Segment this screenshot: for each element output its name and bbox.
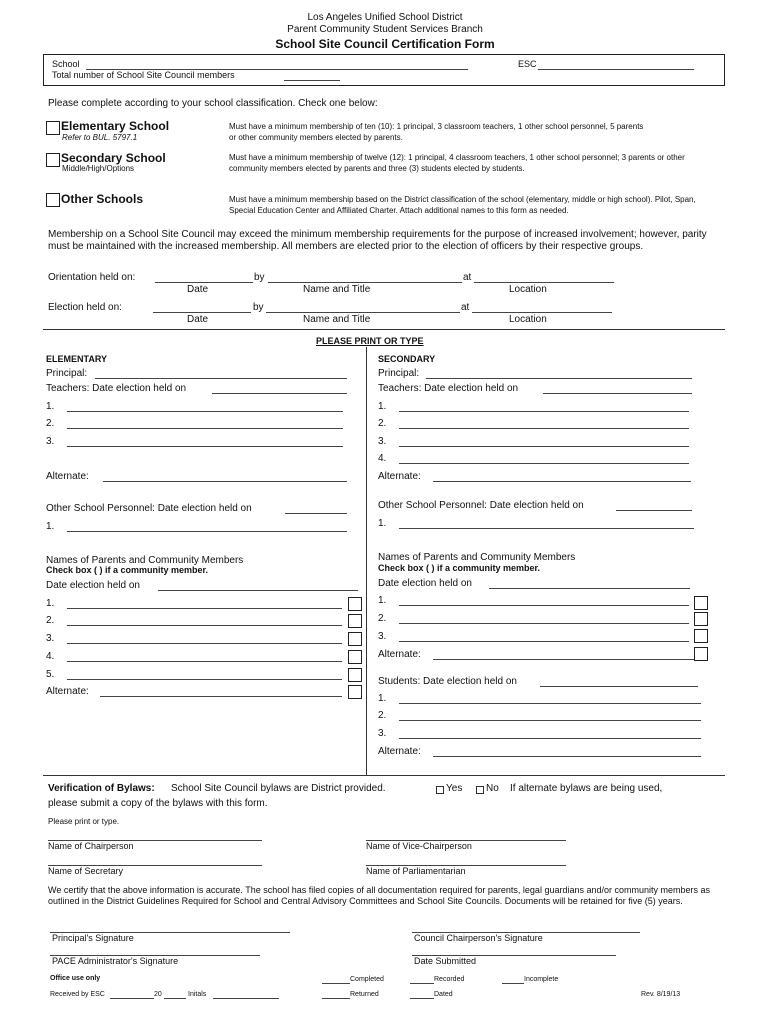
certification-statement: We certify that the above information is accurate. The school has filed copies of all documentation required for parents, legal guardians and/or community members as outlined in the District Guidelines Required for School and Central Advisory Committees and School Site Councils. Documents will be retained for five (5) years. <box>48 885 711 906</box>
election-label: Election held on: <box>48 302 122 313</box>
sec-students-label: Students: Date election held on <box>378 676 517 687</box>
elem-teachers-label: Teachers: Date election held on <box>46 383 187 394</box>
sec-students-date-field[interactable] <box>540 686 698 687</box>
form-title: School Site Council Certification Form <box>275 37 495 51</box>
sec-student-num: 1. <box>378 693 387 704</box>
elem-parent-2-community-checkbox[interactable] <box>348 614 362 628</box>
sec-other-personnel-1-field[interactable] <box>399 528 694 529</box>
elem-alternate-label: Alternate: <box>46 471 89 482</box>
election-location-caption: Location <box>509 314 547 325</box>
elementary-requirement: Must have a minimum membership of ten (10): 1 principal, 3 classroom teachers, 1 other school personnel, 5 parents or other community members elected by parents. <box>229 122 644 142</box>
elementary-reference: Refer to BUL. 5797.1 <box>62 133 138 142</box>
elem-parent-num: 2. <box>46 615 55 626</box>
sec-teacher-num: 2. <box>378 418 387 429</box>
incomplete-field[interactable] <box>502 983 524 984</box>
secretary-label: Name of Secretary <box>48 866 124 876</box>
elem-parent-1-community-checkbox[interactable] <box>348 597 362 611</box>
sec-parents-heading: Names of Parents and Community Members <box>378 552 576 563</box>
orientation-at-label: at <box>463 272 472 283</box>
elem-parent-num: 4. <box>46 651 55 662</box>
sec-teacher-num: 3. <box>378 436 387 447</box>
chairperson-label: Name of Chairperson <box>48 841 134 851</box>
recorded-field[interactable] <box>410 983 434 984</box>
other-schools-requirement: Must have a minimum membership based on the District classification of the school (elementary, middle or high school). Pilot, Span, Special Education Center and Affiliated Charter. Attach additional names to this form as needed. <box>229 195 696 215</box>
received-date-field[interactable] <box>110 998 154 999</box>
elem-other-num: 1. <box>46 521 55 532</box>
membership-note: Membership on a School Site Council may exceed the minimum membership requirements for the purpose of increased involvement; however, parity must be maintained with the increased membership. All members are elected prior to the election of officers by their respective groups. <box>48 229 707 252</box>
election-date-field[interactable] <box>153 312 251 313</box>
sec-teachers-label: Teachers: Date election held on <box>378 383 519 394</box>
sec-student-2-field[interactable] <box>399 720 701 721</box>
office-use-label: Office use only <box>50 975 101 982</box>
elem-teacher-num: 2. <box>46 418 55 429</box>
elem-parent-num: 3. <box>46 633 55 644</box>
sec-student-alternate-label: Alternate: <box>378 746 421 757</box>
elem-parent-1-field[interactable] <box>67 608 342 609</box>
sec-teacher-num: 1. <box>378 401 387 412</box>
received-year-field[interactable] <box>164 998 186 999</box>
secondary-school-label: Secondary School <box>61 151 166 165</box>
elem-alternate-field[interactable] <box>103 481 347 482</box>
elem-other-personnel-1-field[interactable] <box>67 531 347 532</box>
orientation-location-caption: Location <box>509 284 547 295</box>
orientation-name-caption: Name and Title <box>303 284 371 295</box>
orientation-date-caption: Date <box>187 284 209 295</box>
elem-teacher-1-field[interactable] <box>67 411 343 412</box>
classification-instructions: Please complete according to your school classification. Check one below: <box>48 98 378 109</box>
elem-parent-3-community-checkbox[interactable] <box>348 632 362 646</box>
esc-field[interactable] <box>538 69 694 70</box>
election-name-field[interactable] <box>266 312 460 313</box>
members-count-label: Total number of School Site Council members <box>52 70 235 80</box>
sec-teachers-date-field[interactable] <box>543 393 692 394</box>
sec-other-personnel-date-field[interactable] <box>616 510 692 511</box>
sec-parent-num: 2. <box>378 613 387 624</box>
sec-student-alternate-field[interactable] <box>433 756 701 757</box>
sec-parent-2-field[interactable] <box>399 623 689 624</box>
bylaws-line2: please submit a copy of the bylaws with this form. <box>48 798 268 809</box>
elem-other-personnel-label: Other School Personnel: Date election held on <box>46 503 252 514</box>
elem-teacher-num: 3. <box>46 436 55 447</box>
members-count-field[interactable] <box>284 80 340 81</box>
sec-teacher-2-field[interactable] <box>399 428 689 429</box>
sec-other-num: 1. <box>378 518 387 529</box>
secondary-school-checkbox[interactable] <box>46 153 60 167</box>
section-divider <box>43 329 725 330</box>
principal-signature-label: Principal's Signature <box>52 933 134 943</box>
completed-field[interactable] <box>322 983 350 984</box>
initials-label: Initals <box>188 991 207 998</box>
esc-label: ESC <box>518 59 537 69</box>
elem-parent-4-community-checkbox[interactable] <box>348 650 362 664</box>
elem-teacher-2-field[interactable] <box>67 428 343 429</box>
sec-alternate-label: Alternate: <box>378 471 421 482</box>
parliamentarian-label: Name of Parliamentarian <box>366 866 466 876</box>
elem-teacher-num: 1. <box>46 401 55 412</box>
sec-student-3-field[interactable] <box>399 738 701 739</box>
sec-principal-field[interactable] <box>426 378 692 379</box>
revision-date: Rev. 8/19/13 <box>641 991 681 998</box>
sec-parent-1-community-checkbox[interactable] <box>694 596 708 610</box>
secondary-heading: SECONDARY <box>378 354 436 364</box>
initials-field[interactable] <box>213 998 279 999</box>
elem-parent-alternate-community-checkbox[interactable] <box>348 685 362 699</box>
bylaws-yes-label: Yes <box>446 783 463 794</box>
elem-parents-date-field[interactable] <box>158 590 358 591</box>
sec-parent-alternate-label: Alternate: <box>378 649 421 660</box>
print-or-type-heading: PLEASE PRINT OR TYPE <box>316 336 424 346</box>
date-submitted-label: Date Submitted <box>414 956 477 966</box>
vice-chairperson-label: Name of Vice-Chairperson <box>366 841 472 851</box>
dated-field[interactable] <box>410 998 434 999</box>
secondary-requirement: Must have a minimum membership of twelve (12): 1 principal, 4 classroom teachers, 1 other school personnel; 3 parents or other community members elected by parents and three (3) students elected by students. <box>229 153 685 173</box>
sec-check-note: Check box ( ) if a community member. <box>378 563 541 573</box>
election-date-caption: Date <box>187 314 209 325</box>
bylaws-no-label: No <box>486 783 499 794</box>
elem-parents-date-label: Date election held on <box>46 580 140 591</box>
orientation-location-field[interactable] <box>474 282 614 283</box>
sec-principal-label: Principal: <box>378 368 420 379</box>
school-label: School <box>52 59 80 69</box>
sec-parent-3-field[interactable] <box>399 641 689 642</box>
incomplete-label: Incomplete <box>524 976 559 983</box>
sec-parent-num: 3. <box>378 631 387 642</box>
bylaws-text: School Site Council bylaws are District provided. <box>171 783 386 794</box>
sec-teacher-3-field[interactable] <box>399 446 689 447</box>
elem-parents-heading: Names of Parents and Community Members <box>46 555 244 566</box>
bylaws-label: Verification of Bylaws: <box>48 783 155 794</box>
sec-teacher-num: 4. <box>378 453 387 464</box>
sec-parents-date-label: Date election held on <box>378 578 472 589</box>
elem-parent-alternate-label: Alternate: <box>46 686 89 697</box>
elementary-school-checkbox[interactable] <box>46 121 60 135</box>
elementary-school-label: Elementary School <box>61 119 170 133</box>
completed-label: Completed <box>350 976 384 983</box>
sec-parent-num: 1. <box>378 595 387 606</box>
elem-other-personnel-date-field[interactable] <box>285 513 347 514</box>
elem-parent-2-field[interactable] <box>67 625 342 626</box>
elem-parent-5-community-checkbox[interactable] <box>348 668 362 682</box>
elem-principal-field[interactable] <box>95 378 347 379</box>
year-prefix: 20 <box>154 991 162 998</box>
council-chair-signature-label: Council Chairperson's Signature <box>414 933 543 943</box>
other-schools-label: Other Schools <box>61 192 144 206</box>
sec-teacher-4-field[interactable] <box>399 463 689 464</box>
sec-parents-date-field[interactable] <box>489 588 690 589</box>
pace-signature-label: PACE Administrator's Signature <box>52 956 179 966</box>
orientation-label: Orientation held on: <box>48 272 136 283</box>
sec-parent-2-community-checkbox[interactable] <box>694 612 708 626</box>
orientation-name-field[interactable] <box>268 282 462 283</box>
election-location-field[interactable] <box>472 312 612 313</box>
elem-parent-4-field[interactable] <box>67 661 342 662</box>
returned-field[interactable] <box>322 998 350 999</box>
district-name: Los Angeles Unified School District <box>307 12 463 23</box>
elem-parent-num: 5. <box>46 669 55 680</box>
bylaws-yes-checkbox[interactable] <box>436 786 444 794</box>
bylaws-no-checkbox[interactable] <box>476 786 484 794</box>
sec-other-personnel-label: Other School Personnel: Date election held on <box>378 500 584 511</box>
sec-student-num: 2. <box>378 710 387 721</box>
other-schools-checkbox[interactable] <box>46 193 60 207</box>
print-or-type-note: Please print or type. <box>48 817 120 826</box>
election-name-caption: Name and Title <box>303 314 371 325</box>
secondary-subtypes: Middle/High/Options <box>62 164 135 173</box>
sec-parent-1-field[interactable] <box>399 605 689 606</box>
orientation-by-label: by <box>254 272 265 283</box>
elem-teacher-3-field[interactable] <box>67 446 343 447</box>
elem-principal-label: Principal: <box>46 368 88 379</box>
bylaws-divider <box>43 775 725 776</box>
column-divider <box>366 347 367 775</box>
elem-parent-3-field[interactable] <box>67 643 342 644</box>
dated-label: Dated <box>434 991 453 998</box>
sec-student-1-field[interactable] <box>399 703 701 704</box>
elem-parent-5-field[interactable] <box>67 679 342 680</box>
sec-teacher-1-field[interactable] <box>399 411 689 412</box>
bylaws-tail: If alternate bylaws are being used, <box>510 783 663 794</box>
returned-label: Returned <box>350 991 379 998</box>
sec-parent-3-community-checkbox[interactable] <box>694 629 708 643</box>
recorded-label: Recorded <box>434 976 465 983</box>
election-by-label: by <box>253 302 264 313</box>
sec-parent-alternate-field[interactable] <box>433 659 694 660</box>
sec-student-num: 3. <box>378 728 387 739</box>
elem-check-note: Check box ( ) if a community member. <box>46 565 209 575</box>
sec-parent-alternate-community-checkbox[interactable] <box>694 647 708 661</box>
elem-teachers-date-field[interactable] <box>212 393 347 394</box>
branch-name: Parent Community Student Services Branch <box>287 24 483 35</box>
elem-parent-alternate-field[interactable] <box>100 696 342 697</box>
elementary-heading: ELEMENTARY <box>46 354 108 364</box>
election-at-label: at <box>461 302 470 313</box>
orientation-date-field[interactable] <box>155 282 253 283</box>
sec-alternate-field[interactable] <box>433 481 691 482</box>
elem-parent-num: 1. <box>46 598 55 609</box>
received-by-esc-label: Received by ESC <box>50 991 105 998</box>
